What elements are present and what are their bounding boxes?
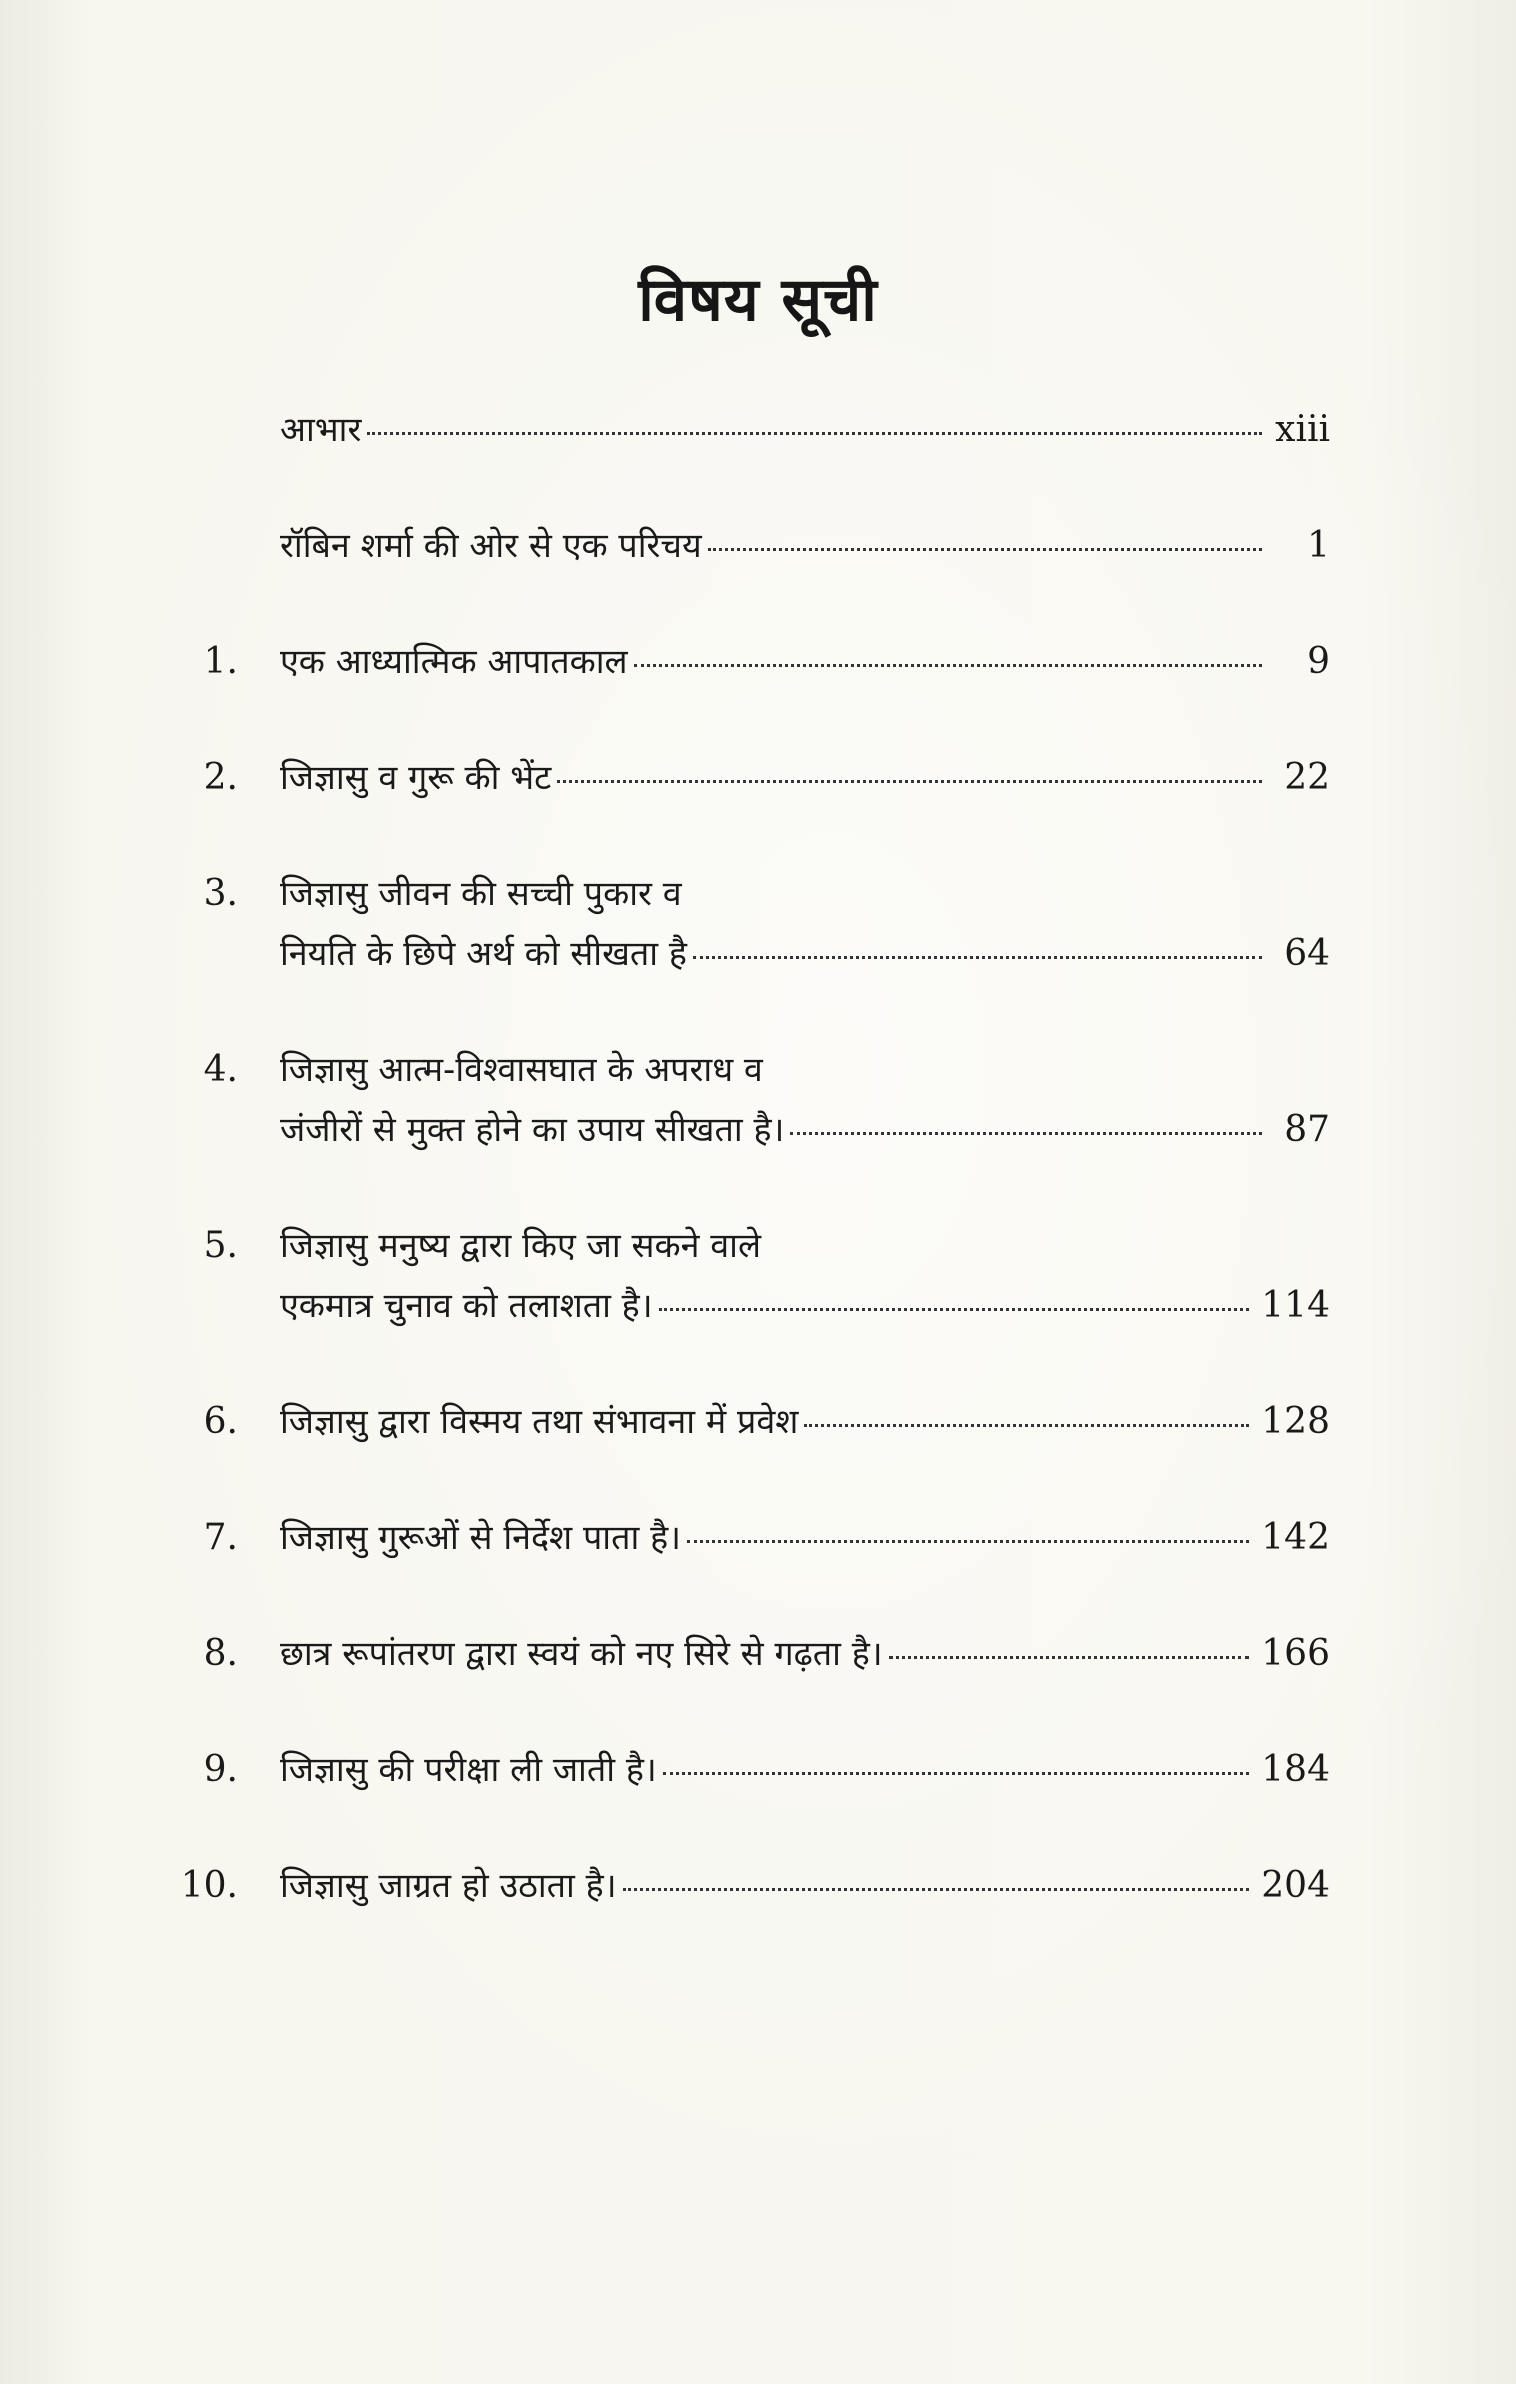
entry-title: जिज्ञासु की परीक्षा ली जाती है।	[280, 1750, 657, 1790]
entry-title-line: जिज्ञासु मनुष्य द्वारा किए जा सकने वाले	[280, 1226, 762, 1266]
page-number: 22	[1284, 757, 1330, 798]
entry-title-line: जिज्ञासु जीवन की सच्ची पुकार व	[280, 874, 682, 914]
entry-title: जिज्ञासु द्वारा विस्मय तथा संभावना में प्रवेश	[280, 1402, 799, 1442]
entry-title: रॉबिन शर्मा की ओर से एक परिचय	[280, 526, 702, 566]
page-number: 142	[1261, 1517, 1330, 1558]
dot-leader	[687, 1540, 1249, 1543]
toc-entry-chapter-7	[180, 1508, 1330, 1568]
dot-leader	[790, 1132, 1262, 1135]
toc-entry-acknowledgements	[180, 400, 1330, 460]
entry-title-line: जिज्ञासु आत्म-विश्वासघात के अपराध व	[280, 1050, 763, 1090]
dot-leader	[889, 1656, 1250, 1659]
toc-entry-chapter-9	[180, 1740, 1330, 1800]
page-title: विषय सूची	[638, 265, 878, 335]
entry-number: 1.	[203, 641, 238, 682]
toc-entry-chapter-1	[180, 632, 1330, 692]
entry-title-line: एकमात्र चुनाव को तलाशता है।	[280, 1286, 653, 1326]
entry-number: 4.	[203, 1049, 238, 1090]
entry-number: 8.	[203, 1633, 238, 1674]
entry-title: छात्र रूपांतरण द्वारा स्वयं को नए सिरे से गढ़ता है।	[280, 1634, 883, 1674]
dot-leader	[623, 1888, 1250, 1891]
page-number: 114	[1261, 1285, 1330, 1326]
dot-leader	[557, 780, 1262, 783]
entry-title: जिज्ञासु गुरूओं से निर्देश पाता है।	[280, 1518, 682, 1558]
dot-leader	[634, 664, 1262, 667]
table-of-contents	[180, 400, 1330, 1916]
entry-number: 2.	[203, 757, 238, 798]
dot-leader	[708, 548, 1262, 551]
page-number: 87	[1284, 1109, 1330, 1150]
page-number: 1	[1307, 525, 1330, 566]
dot-leader	[367, 432, 1262, 435]
entry-title-line: नियति के छिपे अर्थ को सीखता है	[280, 934, 687, 974]
toc-entry-chapter-10	[180, 1856, 1330, 1916]
toc-entry-chapter-5	[180, 1216, 1330, 1336]
entry-number: 10.	[180, 1865, 238, 1906]
entry-number: 3.	[203, 873, 238, 914]
page-number: xiii	[1275, 409, 1330, 450]
entry-number: 7.	[203, 1517, 238, 1558]
dot-leader	[663, 1772, 1249, 1775]
entry-number: 6.	[203, 1401, 238, 1442]
entry-title: जिज्ञासु व गुरू की भेंट	[280, 758, 552, 798]
entry-title: जिज्ञासु जाग्रत हो उठाता है।	[280, 1866, 617, 1906]
page-number: 184	[1261, 1749, 1330, 1790]
entry-title: एक आध्यात्मिक आपातकाल	[280, 642, 628, 682]
toc-entry-introduction	[180, 516, 1330, 576]
toc-entry-chapter-3	[180, 864, 1330, 984]
dot-leader	[659, 1308, 1250, 1311]
dot-leader	[804, 1424, 1249, 1427]
toc-entry-chapter-4	[180, 1040, 1330, 1160]
toc-entry-chapter-2	[180, 748, 1330, 808]
page-number: 166	[1261, 1633, 1330, 1674]
entry-number: 9.	[203, 1749, 238, 1790]
toc-entry-chapter-6	[180, 1392, 1330, 1452]
entry-title-line: जंजीरों से मुक्त होने का उपाय सीखता है।	[280, 1110, 785, 1150]
toc-entry-chapter-8	[180, 1624, 1330, 1684]
page-number: 64	[1284, 933, 1330, 974]
entry-number: 5.	[203, 1225, 238, 1266]
page-number: 128	[1261, 1401, 1330, 1442]
entry-title: आभार	[280, 410, 362, 450]
page-number: 9	[1307, 641, 1330, 682]
page-number: 204	[1261, 1865, 1330, 1906]
dot-leader	[693, 956, 1262, 959]
